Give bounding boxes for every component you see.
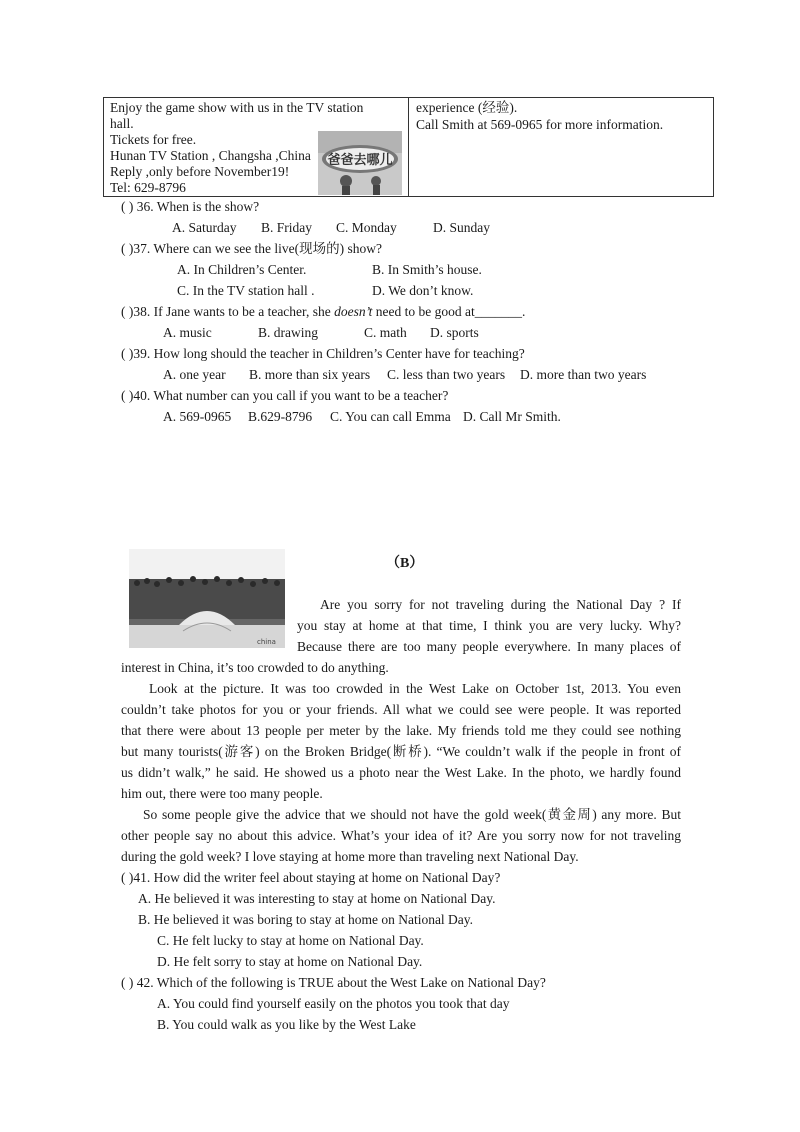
option: C. You can call Emma xyxy=(330,409,451,424)
para2-line: that there were about 13 people per meter by the lake. My friends told me they could see nothing xyxy=(121,723,681,738)
option: B. drawing xyxy=(258,325,318,340)
option: D. sports xyxy=(430,325,479,340)
ad-line: Hunan TV Station , Changsha ,China xyxy=(110,148,311,163)
option: B. He believed it was boring to stay at home on National Day. xyxy=(138,912,474,927)
para2-line: us didn’t walk,” he said. He showed us a photo near the West Lake. In the photo, we hardly found xyxy=(121,765,681,780)
para2-line: couldn’t take photos for you or your friends. All what we could see were people. It was reported xyxy=(121,702,681,717)
west-lake-bridge-photo xyxy=(129,549,285,648)
question-40: ( )40. What number can you call if you want to be a teacher? xyxy=(121,388,449,403)
para1-line: you stay at home at that time, I think you are very lucky. Why? xyxy=(297,618,681,633)
question-41: ( )41. How did the writer feel about staying at home on National Day? xyxy=(121,870,501,885)
option: A. Saturday xyxy=(172,220,237,235)
show-logo-image xyxy=(318,131,402,195)
stem-emphasis: doesn’t xyxy=(334,304,373,319)
option: D. He felt sorry to stay at home on National Day. xyxy=(157,954,423,969)
logo-text: 爸爸去哪儿 xyxy=(327,153,393,168)
option: D. We don’t know. xyxy=(372,283,474,298)
option: C. In the TV station hall . xyxy=(177,283,315,298)
option: C. math xyxy=(364,325,407,340)
stem-text: need to be good at_______. xyxy=(372,304,526,319)
ad-line: Reply ,only before November19! xyxy=(110,164,290,179)
question-42: ( ) 42. Which of the following is TRUE about the West Lake on National Day? xyxy=(121,975,546,990)
para3-line: during the gold week? I love staying at home more than traveling next National Day. xyxy=(121,849,579,864)
ad-box-divider xyxy=(408,97,409,196)
option: A. music xyxy=(163,325,212,340)
stem-text: ( )38. If Jane wants to be a teacher, she xyxy=(121,304,335,319)
question-38 xyxy=(121,303,525,321)
para2-line: him out, there were too many people. xyxy=(121,786,323,801)
option: D. more than two years xyxy=(520,367,647,382)
option: B. Friday xyxy=(261,220,313,235)
option: B.629-8796 xyxy=(248,409,313,424)
para3-line: So some people give the advice that we should not have the gold week(黄金周) any more. But xyxy=(143,807,681,822)
para1-line: interest in China, it’s too crowded to do anything. xyxy=(121,660,389,675)
option: A. In Children’s Center. xyxy=(177,262,307,277)
option: A. one year xyxy=(163,367,226,382)
option: D. Call Mr Smith. xyxy=(463,409,561,424)
option: B. In Smith’s house. xyxy=(372,262,482,277)
ad-right-line: experience (经验). xyxy=(416,100,518,115)
question-37: ( )37. Where can we see the live(现场的) show? xyxy=(121,241,383,256)
option: A. You could find yourself easily on the photos you took that day xyxy=(157,996,510,1011)
ad-right-line: Call Smith at 569-0965 for more information. xyxy=(416,117,664,132)
photo-caption: china xyxy=(257,638,276,646)
option: C. He felt lucky to stay at home on National Day. xyxy=(157,933,424,948)
option: D. Sunday xyxy=(433,220,490,235)
option: C. Monday xyxy=(336,220,397,235)
option: A. 569-0965 xyxy=(163,409,232,424)
para1-line: Are you sorry for not traveling during the National Day ? If xyxy=(320,597,681,612)
option: B. You could walk as you like by the West Lake xyxy=(157,1017,416,1032)
option: C. less than two years xyxy=(387,367,506,382)
question-36: ( ) 36. When is the show? xyxy=(121,199,260,214)
para2-line: Look at the picture. It was too crowded in the West Lake on October 1st, 2013. You even xyxy=(149,681,681,696)
para1-line: Because there are too many people everywhere. In many places of xyxy=(297,639,681,654)
ad-line: Enjoy the game show with us in the TV station xyxy=(110,100,364,115)
option: A. He believed it was interesting to stay at home on National Day. xyxy=(138,891,496,906)
ad-line: Tel: 629-8796 xyxy=(110,180,186,195)
para3-line: other people say no about this advice. What’s your idea of it? Are you sorry now for not traveling xyxy=(121,828,681,843)
ad-line: hall. xyxy=(110,116,134,131)
ad-line: Tickets for free. xyxy=(110,132,197,147)
option: B. more than six years xyxy=(249,367,371,382)
section-title: （B） xyxy=(386,556,424,571)
para2-line: but many tourists(游客) on the Broken Bridge(断桥). “We couldn’t walk if the people in front of xyxy=(121,744,681,759)
question-39: ( )39. How long should the teacher in Children’s Center have for teaching? xyxy=(121,346,525,361)
